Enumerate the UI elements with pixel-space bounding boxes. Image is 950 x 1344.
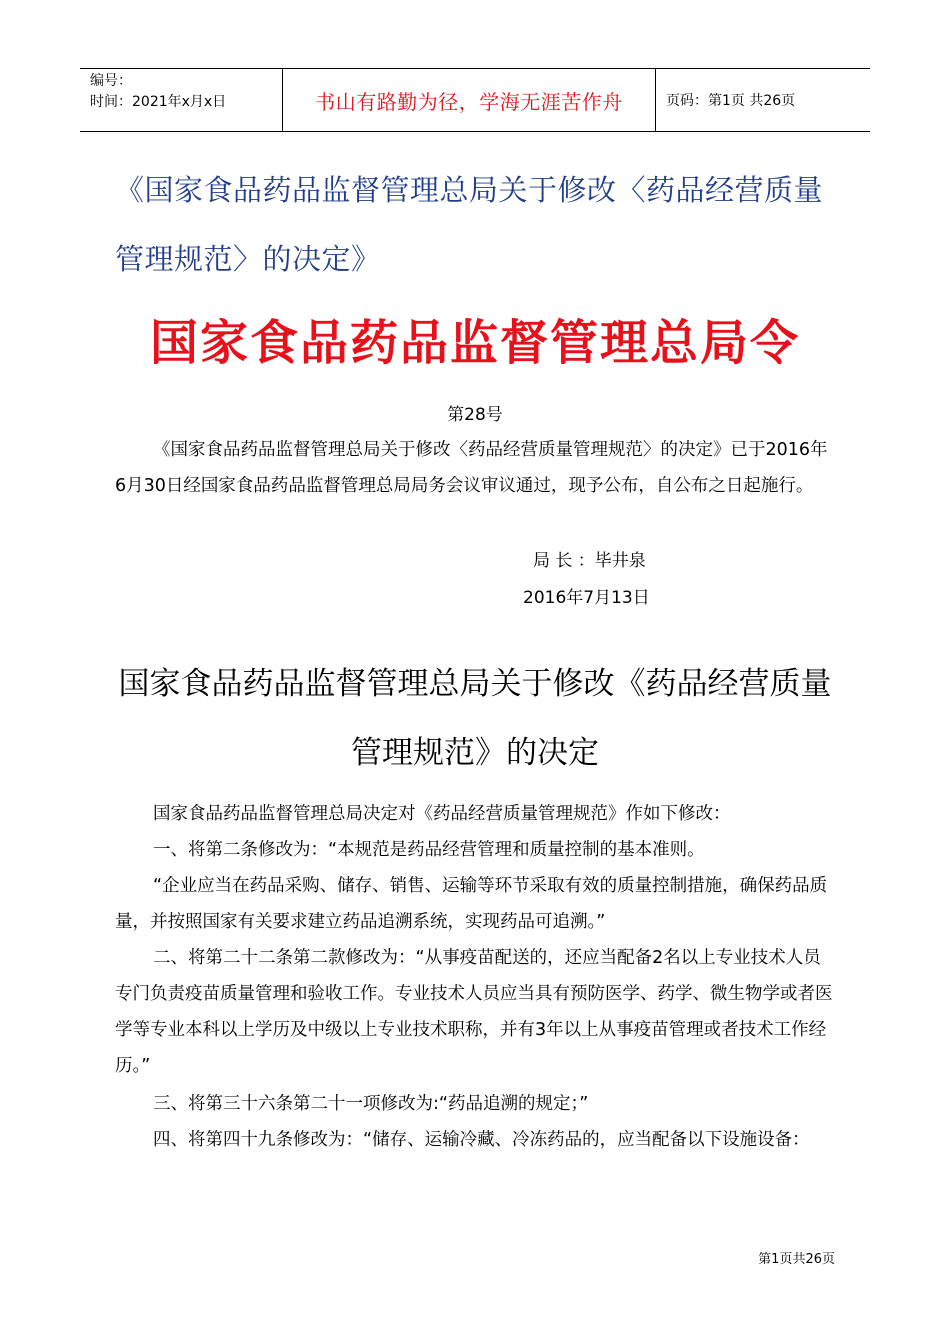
- header-motto: 书山有路勤为径，学海无涯苦作舟: [282, 69, 656, 131]
- header-page-info: 页码：第1页 共26页: [666, 93, 796, 109]
- document-title: 《国家食品药品监督管理总局关于修改〈药品经营质量管理规范〉的决定》: [115, 173, 824, 276]
- body-paragraph-5: 三、将第三十六条第二十一项修改为:“药品追溯的规定；”: [153, 1094, 589, 1114]
- body-paragraph-4: 二、将第二十二条第二款修改为：“从事疫苗配送的，还应当配备2名以上专业技术人员专门负责疫苗质量管理和验收工作。专业技术人员应当具有预防医学、药学、微生物学或者医学等专业本科以上学历及中级以上专业技术职称，并有3年以上从事疫苗管理或者技术工作经历。”: [115, 948, 833, 1076]
- signature-title: 局 长 ：毕井泉: [533, 551, 646, 571]
- body-paragraph-3: “企业应当在药品采购、储存、销售、运输等环节采取有效的质量控制措施，确保药品质量，并按照国家有关要求建立药品追溯系统，实现药品可追溯。”: [115, 876, 828, 932]
- body-paragraph-6: 四、将第四十九条修改为：“储存、运输冷藏、冷冻药品的，应当配备以下设施设备：: [153, 1130, 810, 1150]
- body-paragraph-1: 国家食品药品监督管理总局决定对《药品经营质量管理规范》作如下修改：: [153, 804, 731, 824]
- body-paragraph-2: 一、将第二条修改为：“本规范是药品经营管理和质量控制的基本准则。: [153, 840, 705, 860]
- signature-date: 2016年7月13日: [523, 588, 650, 608]
- page-footer: 第1页共26页: [758, 1252, 835, 1267]
- decree-number: 第28号: [447, 405, 503, 425]
- number-label: 编号：: [90, 73, 132, 89]
- header-meta: [80, 69, 282, 131]
- decree-title: 国家食品药品监督管理总局令: [149, 315, 800, 371]
- section-title: 国家食品药品监督管理总局关于修改《药品经营质量管理规范》的决定: [118, 666, 832, 771]
- intro-paragraph: 《国家食品药品监督管理总局关于修改〈药品经营质量管理规范〉的决定》已于2016年6月30日经国家食品药品监督管理总局局务会议审议通过，现予公布，自公布之日起施行。: [115, 440, 828, 496]
- page-header: [80, 68, 870, 132]
- time-label: 时间：2021年x月x日: [90, 94, 227, 110]
